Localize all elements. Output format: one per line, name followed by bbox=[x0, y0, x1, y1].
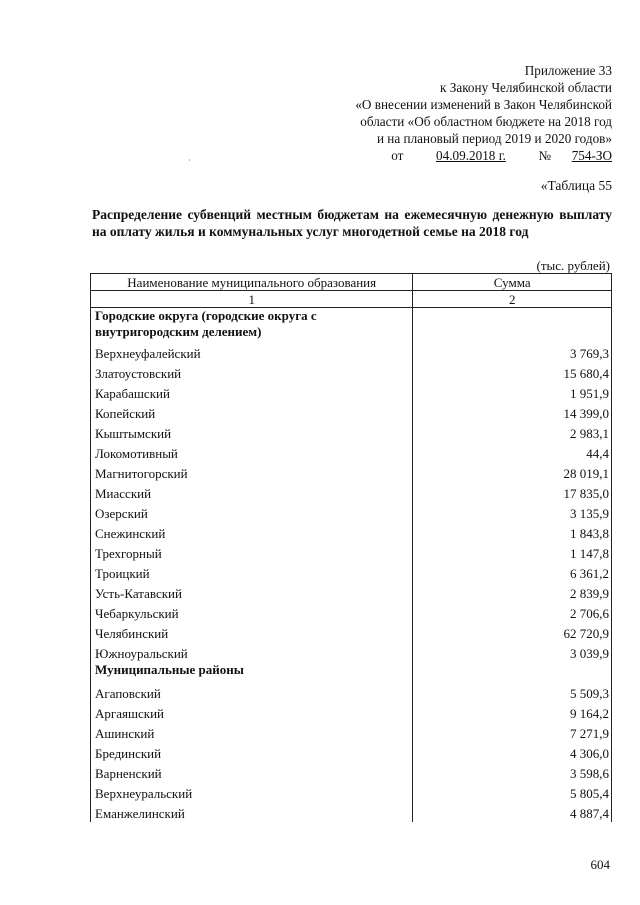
municipality-name: Агаповский bbox=[91, 682, 413, 702]
table-row bbox=[91, 742, 612, 762]
municipality-name: Трехгорный bbox=[91, 542, 413, 562]
municipality-name: Карабашский bbox=[91, 382, 413, 402]
subsidy-amount: 4 887,4 bbox=[413, 802, 612, 822]
municipality-name: Магнитогорский bbox=[91, 462, 413, 482]
column-number: 2 bbox=[413, 291, 612, 308]
subsidy-amount: 3 598,6 bbox=[413, 762, 612, 782]
municipality-name: Чебаркульский bbox=[91, 602, 413, 622]
municipality-name: Верхнеуральский bbox=[91, 782, 413, 802]
table-row bbox=[91, 782, 612, 802]
column-header-name: Наименование муниципального образования bbox=[91, 274, 413, 291]
municipality-name: Варненский bbox=[91, 762, 413, 782]
municipality-name: Локомотивный bbox=[91, 442, 413, 462]
municipality-name: Троицкий bbox=[91, 562, 413, 582]
municipality-name: Брединский bbox=[91, 742, 413, 762]
table-row bbox=[91, 422, 612, 442]
subsidy-amount: 1 147,8 bbox=[413, 542, 612, 562]
page-number: 604 bbox=[590, 857, 610, 872]
subsidy-amount: 4 306,0 bbox=[413, 742, 612, 762]
appendix-line: Приложение 33 bbox=[524, 63, 612, 78]
municipality-name: Златоустовский bbox=[91, 362, 413, 382]
subsidy-amount: 7 271,9 bbox=[413, 722, 612, 742]
table-row bbox=[91, 682, 612, 702]
table-row bbox=[91, 702, 612, 722]
subsidy-amount: 1 951,9 bbox=[413, 382, 612, 402]
group-heading-row bbox=[91, 662, 612, 682]
table-row bbox=[91, 522, 612, 542]
table-row bbox=[91, 582, 612, 602]
header-row bbox=[91, 274, 612, 291]
appendix-line: области «Об областном бюджете на 2018 год bbox=[360, 114, 612, 129]
table-row bbox=[91, 462, 612, 482]
municipality-name: Озерский bbox=[91, 502, 413, 522]
column-number: 1 bbox=[91, 291, 413, 308]
table-row bbox=[91, 362, 612, 382]
subsidy-amount: 28 019,1 bbox=[413, 462, 612, 482]
municipality-name: Челябинский bbox=[91, 622, 413, 642]
subsidy-amount: 5 805,4 bbox=[413, 782, 612, 802]
table-row bbox=[91, 382, 612, 402]
appendix-line: к Закону Челябинской области bbox=[440, 80, 612, 95]
law-number: 754-ЗО bbox=[571, 148, 612, 163]
subsidy-amount: 1 843,8 bbox=[413, 522, 612, 542]
subsidy-amount: 2 706,6 bbox=[413, 602, 612, 622]
municipality-name: Ашинский bbox=[91, 722, 413, 742]
municipality-name: Снежинский bbox=[91, 522, 413, 542]
table-row bbox=[91, 722, 612, 742]
law-date: 04.09.2018 г. bbox=[436, 148, 506, 163]
group-heading: Городские округа (городские округа с внутригородским делением) bbox=[91, 308, 413, 343]
subsidy-amount: 44,4 bbox=[413, 442, 612, 462]
scan-speck: ˙ bbox=[188, 158, 191, 168]
group-sum-cell bbox=[413, 662, 612, 682]
subsidy-amount: 3 135,9 bbox=[413, 502, 612, 522]
subsidy-amount: 9 164,2 bbox=[413, 702, 612, 722]
table-row bbox=[91, 622, 612, 642]
subsidy-amount: 6 361,2 bbox=[413, 562, 612, 582]
table-row bbox=[91, 442, 612, 462]
subsidy-amount: 2 983,1 bbox=[413, 422, 612, 442]
subsidy-amount: 3 769,3 bbox=[413, 342, 612, 362]
law-date-number bbox=[355, 147, 612, 164]
table-row bbox=[91, 642, 612, 662]
municipality-name: Усть-Катавский bbox=[91, 582, 413, 602]
group-heading-row bbox=[91, 308, 612, 343]
subsidy-amount: 15 680,4 bbox=[413, 362, 612, 382]
appendix-header bbox=[355, 62, 612, 164]
subsidy-amount: 3 039,9 bbox=[413, 642, 612, 662]
column-header-sum: Сумма bbox=[413, 274, 612, 291]
municipality-name: Верхнеуфалейский bbox=[91, 342, 413, 362]
document-title: Распределение субвенций местным бюджетам на ежемесячную денежную выплату на оплату жилья и коммунальных услуг многодетной семье на 2018 год bbox=[92, 207, 612, 239]
units-label: (тыс. рублей) bbox=[536, 258, 610, 273]
subsidy-amount: 17 835,0 bbox=[413, 482, 612, 502]
subsidy-amount: 5 509,3 bbox=[413, 682, 612, 702]
column-number-row bbox=[91, 291, 612, 308]
table-row bbox=[91, 762, 612, 782]
table-row bbox=[91, 542, 612, 562]
municipality-name: Миасский bbox=[91, 482, 413, 502]
from-label: от bbox=[391, 148, 404, 163]
number-label: № bbox=[538, 148, 552, 163]
table-row bbox=[91, 482, 612, 502]
subsidy-amount: 14 399,0 bbox=[413, 402, 612, 422]
municipality-name: Копейский bbox=[91, 402, 413, 422]
subsidy-amount: 62 720,9 bbox=[413, 622, 612, 642]
table-row bbox=[91, 502, 612, 522]
subsidy-amount: 2 839,9 bbox=[413, 582, 612, 602]
group-heading: Муниципальные районы bbox=[91, 662, 413, 682]
table-row bbox=[91, 602, 612, 622]
subsidy-table bbox=[90, 273, 612, 822]
appendix-line: «О внесении изменений в Закон Челябинской bbox=[355, 97, 612, 112]
table-reference: «Таблица 55 bbox=[540, 178, 612, 193]
municipality-name: Южноуральский bbox=[91, 642, 413, 662]
table-row bbox=[91, 562, 612, 582]
group-sum-cell bbox=[413, 308, 612, 343]
table-row bbox=[91, 802, 612, 822]
table-row bbox=[91, 342, 612, 362]
municipality-name: Аргаяшский bbox=[91, 702, 413, 722]
table-row bbox=[91, 402, 612, 422]
municipality-name: Кыштымский bbox=[91, 422, 413, 442]
appendix-line: и на плановый период 2019 и 2020 годов» bbox=[376, 131, 612, 146]
municipality-name: Еманжелинский bbox=[91, 802, 413, 822]
table-body bbox=[91, 308, 612, 823]
